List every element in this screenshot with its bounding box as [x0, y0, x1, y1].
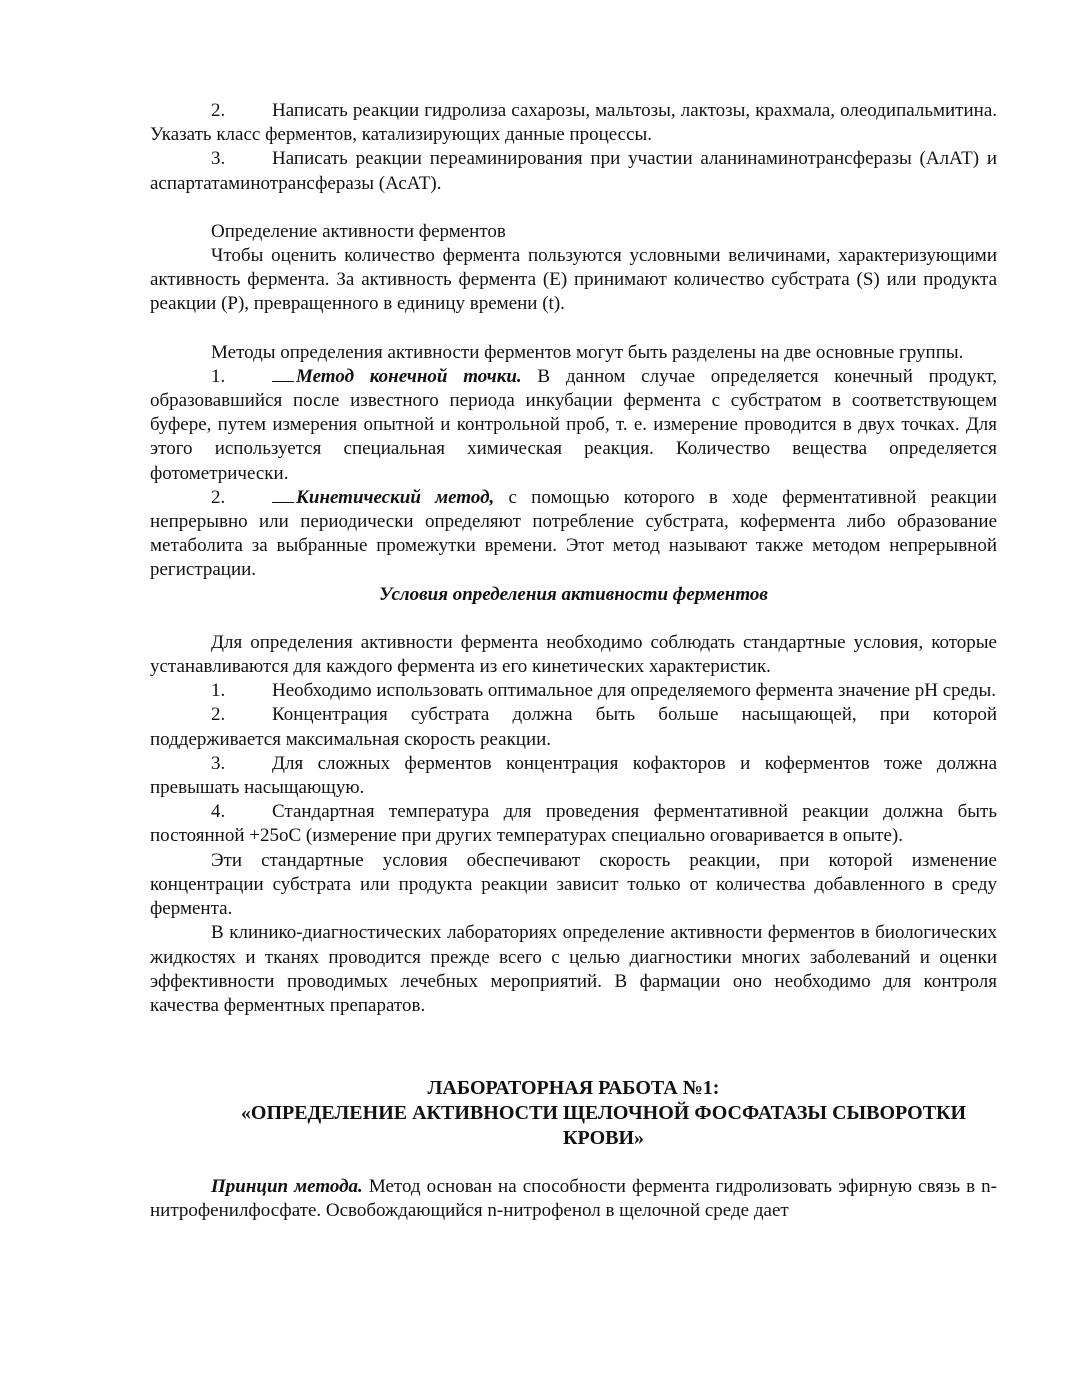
list-item [150, 365, 997, 486]
list-number: 3. [211, 148, 226, 170]
lab-title-line1: ЛАБОРАТОРНАЯ РАБОТА №1: [427, 1077, 720, 1100]
list-number: 1. [211, 365, 226, 387]
list-number: 2. [211, 704, 226, 726]
list-text: Написать реакции гидролиза сахарозы, мальтозы, лактозы, крахмала, олеодипальмитина. Указать класс ферментов, катализирующих данные процессы. [150, 100, 997, 146]
paragraph: Эти стандартные условия обеспечивают скорость реакции, при которой изменение концентрации субстрата или продукта реакции зависит только от количества добавленного в среду фермента. [150, 849, 997, 920]
list-item [150, 99, 997, 147]
list-item [150, 800, 997, 848]
list-item [150, 752, 997, 800]
list-text: Написать реакции переаминирования при участии аланинаминотрансферазы (АлАТ) и аспартатаминотрансферазы (АсАТ). [150, 148, 997, 194]
method-title: Кинетический метод, [296, 486, 495, 508]
spacer [150, 317, 997, 341]
list-item [150, 703, 997, 751]
principle-label: Принцип метода. [211, 1176, 363, 1198]
section-heading: Определение активности ферментов [211, 220, 506, 242]
list-text: Концентрация субстрата должна быть больше насыщающей, при которой поддерживается максимальная скорость реакции. [150, 704, 997, 750]
spacer [150, 196, 997, 220]
list-text: Для сложных ферментов концентрация кофакторов и коферментов тоже должна превышать насыщающую. [150, 752, 997, 799]
underline-blank [272, 486, 294, 503]
list-number: 3. [211, 752, 226, 774]
section-heading: Условия определения активности ферментов [379, 583, 768, 605]
paragraph [150, 1175, 997, 1223]
list-text: Необходимо использовать оптимальное для определяемого фермента значение рН среды. [272, 680, 996, 702]
list-number: 2. [211, 100, 226, 121]
document-body [150, 99, 997, 1224]
spacer [150, 1018, 997, 1076]
spacer [150, 607, 997, 631]
lab-title-line2: «ОПРЕДЕЛЕНИЕ АКТИВНОСТИ ЩЕЛОЧНОЙ ФОСФАТАЗЫ СЫВОРОТКИ КРОВИ» [240, 1102, 967, 1150]
paragraph: Чтобы оценить количество фермента пользуются условными величинами, характеризующими активность фермента. За активность фермента (Е) принимают количество субстрата (S) или продукта реакции (Р), превращенного в единицу времени (t). [150, 245, 997, 315]
paragraph: Методы определения активности ферментов могут быть разделены на две основные группы. [211, 341, 964, 363]
paragraph: В клинико-диагностических лабораториях определение активности ферментов в биологических жидкостях и тканях проводится прежде всего с целью диагностики многих заболеваний и оценки эффективности проводимых лечебных мероприятий. В фармации оно необходимо для контроля качества ферментных препаратов. [150, 922, 997, 1016]
list-number: 2. [211, 486, 226, 508]
list-item [150, 486, 997, 583]
list-text: с помощью которого в ходе ферментативной реакции непрерывно или периодически определяют потребление субстрата, кофермента либо образование метаболита за выбранные промежутки времени. Этот метод называют также методом непрерывной регистрации. [150, 486, 997, 581]
list-item [150, 679, 997, 703]
list-text: В данном случае определяется конечный продукт, образовавшийся после известного периода инкубации фермента с субстратом в соответствующем буфере, путем измерения опытной и контрольной проб, т. е. измерение проводится в двух точках. Для этого используется специальная химическая реакция. Количество вещества определяется фотометрически. [150, 365, 997, 484]
underline-blank [272, 365, 294, 382]
list-number: 1. [211, 680, 226, 702]
principle-text: Метод основан на способности фермента гидролизовать эфирную связь в n-нитрофенилфосфате. Освобождающийся n-нитрофенол в щелочной среде дает [150, 1176, 997, 1222]
list-number: 4. [211, 801, 226, 823]
list-item [150, 147, 997, 195]
method-title: Метод конечной точки. [296, 365, 522, 387]
list-text: Стандартная температура для проведения ферментативной реакции должна быть постоянной +25оС (измерение при других температурах специально оговаривается в опыте). [150, 801, 997, 847]
paragraph: Для определения активности фермента необходимо соблюдать стандартные условия, которые устанавливаются для каждого фермента из его кинетических характеристик. [150, 631, 997, 678]
spacer [150, 1151, 997, 1175]
